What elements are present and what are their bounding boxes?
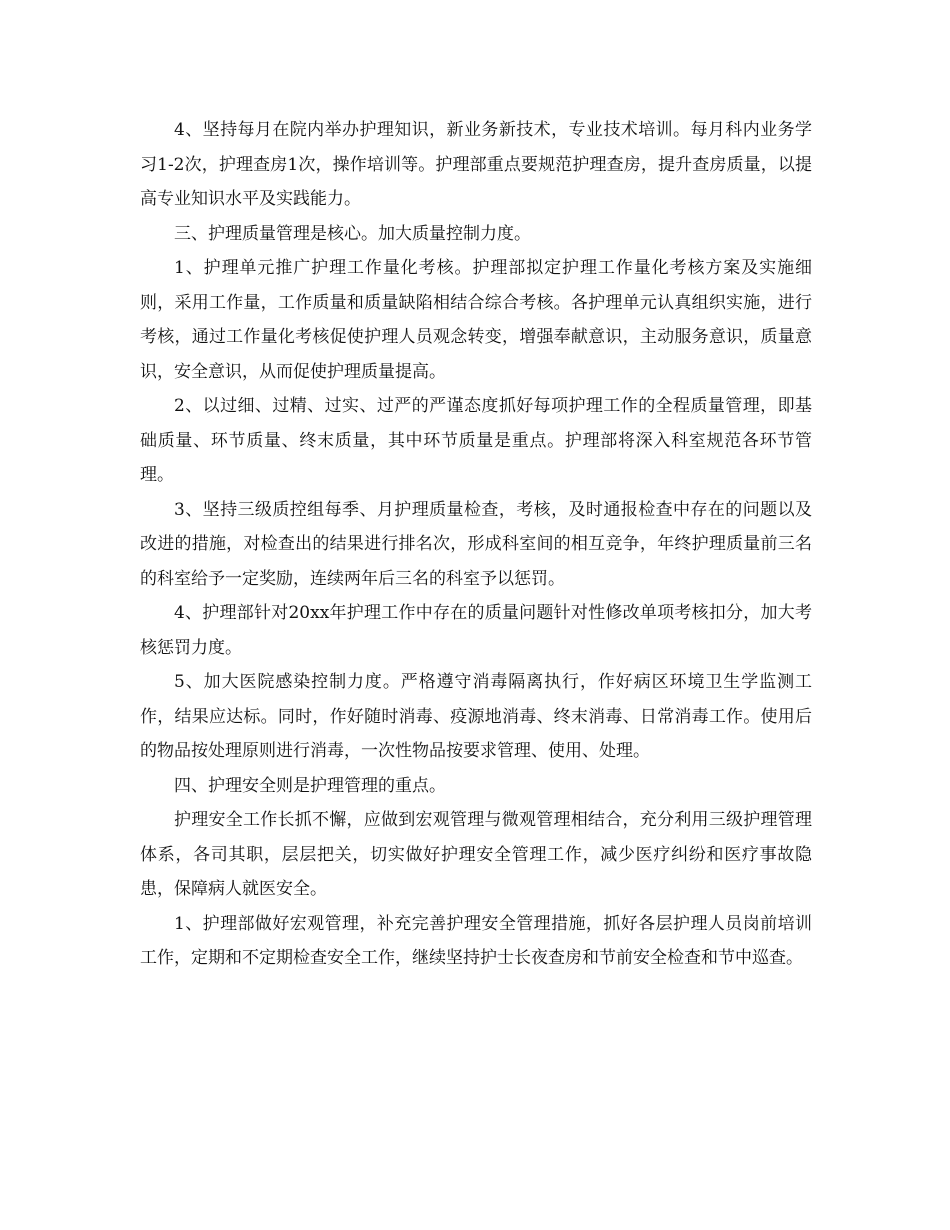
section-heading-quality: 三、护理质量管理是核心。加大质量控制力度。 (174, 223, 531, 244)
paragraph-item-5-infection-control: 5、加大医院感染控制力度。严格遵守消毒隔离执行，作好病区环境卫生学监测工作，结果应达标。同时，作好随时消毒、疫源地消毒、终末消毒、日常消毒工作。使用后的物品按处理原则进行消毒，一次性物品按要求管理、使用、处理。 (140, 672, 812, 761)
paragraph-item-3-quality-inspection: 3、坚持三级质控组每季、月护理质量检查，考核，及时通报检查中存在的问题以及改进的措施，对检查出的结果进行排名次，形成科室间的相互竞争，年终护理质量前三名的科室给予一定奖励，连续两年后三名的科室予以惩罚。 (140, 499, 812, 589)
paragraph-item-1-macro-management: 1、护理部做好宏观管理，补充完善护理安全管理措施，抓好各层护理人员岗前培训工作，定期和不定期检查安全工作，继续坚持护士长夜查房和节前安全检查和节中巡查。 (140, 913, 812, 968)
section-heading-safety: 四、护理安全则是护理管理的重点。 (174, 775, 446, 796)
paragraph-item-4-training: 4、坚持每月在院内举办护理知识，新业务新技术，专业技术培训。每月科内业务学习1-2次，护理查房1次，操作培训等。护理部重点要规范护理查房，提升查房质量，以提高专业知识水平及实践能力。 (140, 120, 812, 209)
paragraph-item-4-penalty: 4、护理部针对20xx年护理工作中存在的质量问题针对性修改单项考核扣分，加大考核惩罚力度。 (140, 603, 812, 658)
paragraph-safety-overview: 护理安全工作长抓不懈，应做到宏观管理与微观管理相结合，充分利用三级护理管理体系，各司其职，层层把关，切实做好护理安全管理工作，减少医疗纠纷和医疗事故隐患，保障病人就医安全。 (140, 810, 812, 899)
paragraph-item-1-assessment: 1、护理单元推广护理工作量化考核。护理部拟定护理工作量化考核方案及实施细则，采用工作量，工作质量和质量缺陷相结合综合考核。各护理单元认真组织实施，进行考核，通过工作量化考核促使护理人员观念转变，增强奉献意识，主动服务意识，质量意识，安全意识，从而促使护理质量提高。 (140, 258, 812, 382)
document-body (140, 113, 812, 976)
paragraph-item-2-quality-management: 2、以过细、过精、过实、过严的严谨态度抓好每项护理工作的全程质量管理，即基础质量、环节质量、终末质量，其中环节质量是重点。护理部将深入科室规范各环节管理。 (140, 396, 812, 485)
